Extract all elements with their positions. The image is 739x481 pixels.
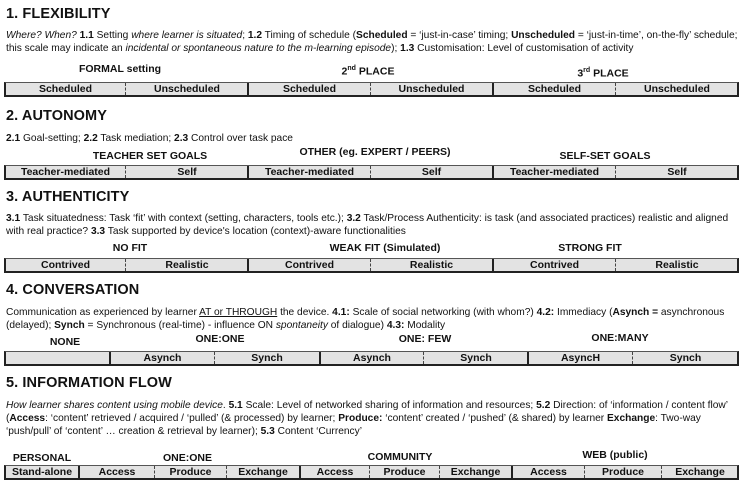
group-label-text: 2: [341, 65, 348, 78]
description-run: Customisation: Level of customisation of activity: [414, 43, 634, 54]
description-run: Produce:: [338, 413, 383, 424]
section-5-description: [6, 399, 738, 438]
group-label-teacher-set-goals: TEACHER SET GOALS: [92, 150, 208, 162]
group-label-formal-setting: FORMAL setting: [78, 63, 162, 75]
group-label-weak-fit: WEAK FIT (Simulated): [329, 242, 441, 254]
description-run: Direction: of ‘information / content flow’ (: [6, 400, 728, 424]
description-run: );: [391, 43, 401, 54]
scale-cell: Self: [125, 166, 248, 178]
description-run: Where? When?: [6, 30, 80, 41]
description-run: : Two-way ‘push/pull’ of ‘content’ … creation & retrieval by learner);: [6, 413, 701, 437]
group-label-no-fit: NO FIT: [112, 242, 148, 254]
group-label-strong-fit: STRONG FIT: [558, 242, 622, 254]
description-run: Access: [9, 413, 46, 424]
group-label-one-one: ONE:ONE: [195, 333, 245, 345]
description-run: Task mediation;: [97, 133, 175, 144]
group-label-rest: PLACE: [590, 67, 629, 80]
description-run: Task/Process Authenticity: is task (and associated practices) realistic and aligned with real practice?: [6, 213, 729, 237]
group-label-other: OTHER (eg. EXPERT / PEERS): [299, 146, 451, 158]
description-run: Unscheduled: [511, 30, 576, 41]
section-1-description: [6, 29, 738, 55]
description-run: 2.2: [83, 133, 98, 144]
information-flow-scale-bar: [4, 465, 739, 480]
scale-cell: Stand-alone: [11, 466, 73, 478]
description-run: 3.3: [90, 226, 106, 237]
description-run: 1.1: [79, 30, 94, 41]
description-run: 2.3: [174, 133, 189, 144]
group-label-text: 3: [577, 67, 584, 80]
description-run: of dialogue): [327, 320, 387, 331]
scale-cell: [6, 352, 109, 364]
description-run: Setting: [93, 30, 132, 41]
scale-cell: Contrived: [247, 259, 370, 271]
group-label-rest: PLACE: [355, 65, 395, 78]
scale-cell: Unscheduled: [370, 83, 492, 95]
scale-cell: Contrived: [40, 259, 90, 271]
description-run: 3.2: [346, 213, 361, 224]
description-run: 3.1: [6, 213, 21, 224]
scale-cell: Self: [370, 166, 492, 178]
group-label-community: COMMUNITY: [367, 451, 433, 463]
description-run: the device.: [277, 307, 333, 318]
description-run: Modality: [404, 320, 446, 331]
description-run: 4.3:: [386, 320, 405, 331]
scale-cell: Scheduled: [492, 83, 615, 95]
description-run: How learner shares content using mobile device: [6, 400, 223, 411]
scale-cell: Produce: [154, 466, 226, 478]
scale-cell: Scheduled: [38, 83, 93, 95]
description-run: : ‘content’ retrieved / acquired / ‘pulled’ (& processed) by learner;: [45, 413, 339, 424]
group-label-3rd-place: [543, 67, 663, 80]
description-run: Timing of schedule (: [262, 30, 357, 41]
description-run: 4.1:: [332, 307, 350, 318]
description-run: 1.2: [247, 30, 263, 41]
description-run: = ‘just-in-case’ timing;: [407, 30, 512, 41]
conversation-scale-bar: [4, 351, 739, 366]
authenticity-scale-bar: [4, 258, 739, 273]
section-4-title: 4. CONVERSATION: [6, 282, 140, 298]
scale-cell: Access: [299, 466, 369, 478]
description-run: Scale of social networking (with whom?): [349, 307, 537, 318]
scale-cell: Teacher-mediated: [492, 166, 615, 178]
description-run: 5.3: [260, 426, 275, 437]
scale-cell: Realistic: [615, 259, 738, 271]
scale-cell: Teacher-mediated: [247, 166, 370, 178]
description-run: Task supported by device's location (context)-aware functionalities: [105, 226, 406, 237]
scale-cell: Produce: [584, 466, 661, 478]
scale-cell: AsyncH: [527, 352, 632, 364]
section-4-description: [6, 306, 738, 332]
description-run: 2.1: [6, 133, 21, 144]
scale-cell: Teacher-mediated: [20, 166, 111, 178]
group-label-web-public: WEB (public): [582, 449, 648, 461]
scale-cell: Contrived: [492, 259, 615, 271]
section-1-title: 1. FLEXIBILITY: [6, 6, 111, 22]
description-run: ;: [242, 30, 248, 41]
description-run: Goal-setting;: [20, 133, 84, 144]
group-label-one-one: ONE:ONE: [162, 452, 212, 464]
section-2-description: [6, 132, 738, 145]
group-label-one-few: ONE: FEW: [398, 333, 452, 345]
description-run: = ‘just-in-time’, on-the-fly’ schedule; this scale may indicate an: [6, 30, 738, 54]
description-run: Exchange: [607, 413, 656, 424]
description-run: .: [222, 400, 229, 411]
scale-cell: Asynch: [319, 352, 423, 364]
description-run: 4.2:: [536, 307, 555, 318]
scale-cell: Exchange: [439, 466, 511, 478]
group-label-sup: rd: [583, 67, 591, 74]
description-run: Control over task pace: [188, 133, 293, 144]
description-run: AT or THROUGH: [199, 307, 278, 318]
scale-cell: Synch: [632, 352, 738, 364]
description-run: Task situatedness: Task ‘fit’ with context (setting, characters, tools etc.);: [20, 213, 347, 224]
description-run: Immediacy (: [554, 307, 613, 318]
scale-cell: Unscheduled: [615, 83, 738, 95]
description-run: ‘content’ created / ‘pushed’ (& shared) by learner: [382, 413, 608, 424]
scale-cell: Access: [511, 466, 584, 478]
scale-cell: Access: [78, 466, 154, 478]
group-label-self-set-goals: SELF-SET GOALS: [559, 150, 651, 162]
description-run: asynchronous (delayed);: [6, 307, 725, 331]
flexibility-scale-bar: [4, 82, 739, 97]
scale-cell: Synch: [423, 352, 528, 364]
section-3-title: 3. AUTHENTICITY: [6, 189, 130, 205]
section-2-title: 2. AUTONOMY: [6, 108, 107, 124]
description-run: Communication as experienced by learner: [6, 307, 200, 318]
group-label-2nd-place: [308, 65, 428, 78]
group-label-sup: nd: [347, 65, 356, 72]
description-run: Content ‘Currency’: [274, 426, 362, 437]
description-run: = Synchronous (real-time) - influence ON: [84, 320, 276, 331]
scale-cell: Synch: [214, 352, 319, 364]
scale-cell: Scheduled: [247, 83, 370, 95]
description-run: spontaneity: [275, 320, 328, 331]
description-run: 5.2: [536, 400, 551, 411]
scale-cell: Exchange: [226, 466, 299, 478]
description-run: Asynch =: [612, 307, 659, 318]
section-3-description: [6, 212, 738, 238]
group-label-one-many: ONE:MANY: [591, 332, 649, 344]
description-run: Synch: [54, 320, 85, 331]
group-label-personal: PERSONAL: [12, 452, 72, 464]
scale-cell: Produce: [369, 466, 439, 478]
description-run: incidental or spontaneous nature to the m-learning episode: [125, 43, 392, 54]
section-5-title: 5. INFORMATION FLOW: [6, 375, 172, 391]
description-run: Scheduled: [356, 30, 408, 41]
scale-cell: Exchange: [661, 466, 738, 478]
scale-cell: Asynch: [109, 352, 214, 364]
description-run: Scale: Level of networked sharing of information and resources;: [242, 400, 537, 411]
autonomy-scale-bar: [4, 165, 739, 180]
scale-cell: Realistic: [370, 259, 492, 271]
scale-cell: Self: [615, 166, 738, 178]
scale-cell: Unscheduled: [125, 83, 248, 95]
description-run: 1.3: [400, 43, 415, 54]
description-run: where learner is situated: [131, 30, 243, 41]
description-run: 5.1: [228, 400, 243, 411]
group-label-none: NONE: [49, 336, 81, 348]
scale-cell: Realistic: [125, 259, 248, 271]
